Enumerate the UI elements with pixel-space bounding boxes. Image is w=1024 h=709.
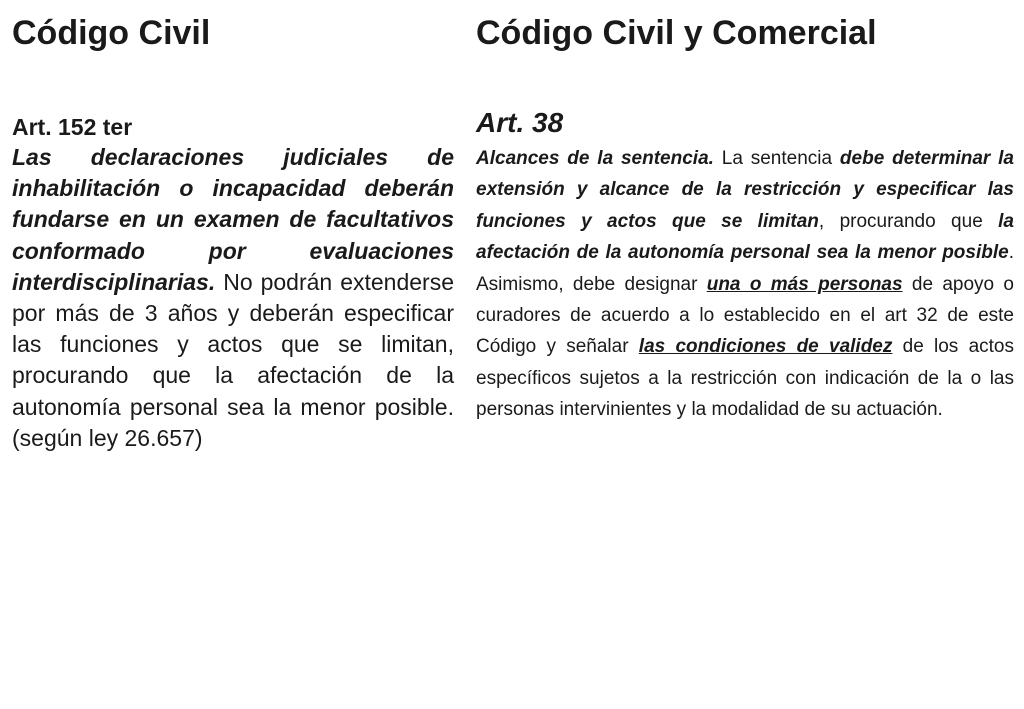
codigo-civil-comercial-column [476, 0, 1014, 421]
article-152-ter-rest: No podrán extenderse por más de 3 años y deberán especificar las funciones y actos que se limitan, procurando que la afectación de la autonomía personal sea la menor posible. (según ley 26.657) [12, 268, 454, 451]
article-38-plain-5: de los actos específicos sujetos a la restricción con indicación de la o las personas intervinientes y la modalidad de su actuación. [476, 336, 1014, 421]
article-38-plain-1: La sentencia [713, 148, 840, 169]
article-38-plain-2: , procurando que [818, 210, 999, 232]
codigo-civil-comercial-heading: Código Civil y Comercial [476, 14, 877, 52]
codigo-civil-heading: Código Civil [12, 14, 211, 52]
article-38-underlined-2: las condiciones de validez [638, 336, 893, 358]
article-38-title: Art. 38 [476, 107, 564, 138]
article-38-plain-3: . Asimismo, debe designar [476, 242, 1014, 295]
article-38-emphasis-2: la afectación de la autonomía personal sea la menor posible [476, 210, 1014, 264]
article-38-emphasis-1: debe determinar la extensión y alcance de la restricción y especificar las funciones y actos que se limitan [476, 148, 1014, 232]
article-38-heading-phrase: Alcances de la sentencia. [476, 148, 714, 169]
article-38-plain-4: de apoyo o curadores de acuerdo a lo establecido en el art 32 de este Código y señalar [476, 273, 1014, 358]
article-152-ter-text [12, 142, 454, 454]
codigo-civil-column [12, 0, 454, 451]
article-38-underlined-1: una o más personas [706, 273, 903, 295]
article-38-text [476, 143, 1014, 426]
article-152-ter-emphasis: Las declaraciones judiciales de inhabilitación o incapacidad deberán fundarse en un examen de facultativos conformado por evaluaciones interdisciplinarias. [12, 144, 454, 295]
article-152-ter-title: Art. 152 ter [12, 114, 133, 140]
